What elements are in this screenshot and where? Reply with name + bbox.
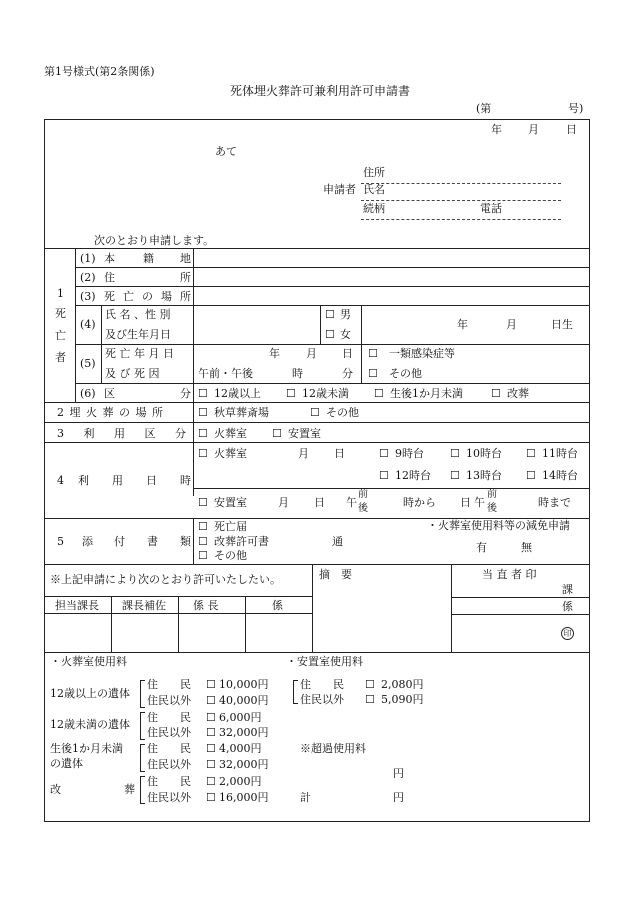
- fee-12-over-other-checkbox[interactable]: ☐: [206, 694, 216, 707]
- akikusa-checkbox[interactable]: ☐: [198, 406, 208, 419]
- row-6-number: (6): [80, 387, 96, 400]
- date-mortuary-checkbox[interactable]: ☐: [198, 496, 208, 509]
- fee-infant-resident: 住 民: [147, 742, 191, 755]
- date-day: 日: [566, 123, 577, 136]
- time-13-checkbox[interactable]: ☐: [450, 469, 460, 482]
- mortuary-from-label: 時から: [403, 496, 436, 509]
- time-10-label: 10時台: [466, 447, 502, 460]
- fee-infant-other-amount: 32,000円: [219, 758, 269, 771]
- section-4-char-4: 時: [180, 474, 191, 487]
- place-char-4: 場: [161, 290, 172, 303]
- mortuary-from-ampm: 午: [346, 496, 357, 509]
- mortuary-until-day: 日: [460, 496, 471, 509]
- fee-12-over-resident: 住 民: [147, 678, 191, 691]
- remarks-label: 摘 要: [319, 568, 352, 581]
- time-12-label: 12時台: [395, 469, 431, 482]
- cremation-room-label: 火葬室: [214, 427, 247, 440]
- fee-12-under-resident-amount: 6,000円: [219, 711, 262, 724]
- section-5-char-3: 書: [147, 535, 158, 548]
- role-chief: 係 長: [193, 599, 219, 612]
- fee-reburial-other-amount: 16,000円: [219, 791, 269, 804]
- mortuary-until-pm: 後: [487, 503, 497, 514]
- form-number: 第1号様式(第2条関係): [44, 65, 155, 78]
- duty-unit-label: 係: [562, 600, 573, 613]
- reburial-permit-checkbox[interactable]: ☐: [198, 535, 208, 548]
- death-notice-checkbox[interactable]: ☐: [198, 520, 208, 533]
- mortuary-brace: [293, 680, 298, 704]
- burial-place-label: 2 埋 火 葬 の 場 所: [57, 406, 164, 419]
- section-4-char-1: 利: [78, 474, 89, 487]
- class-infant-checkbox[interactable]: ☐: [374, 387, 384, 400]
- mortuary-resident-amount: 2,080円: [381, 678, 424, 691]
- reburial-permit-label: 改葬許可書: [214, 535, 269, 548]
- mortuary-until-ampm: 午: [474, 496, 485, 509]
- time-11-checkbox[interactable]: ☐: [526, 447, 536, 460]
- name-sex-label: 氏 名 、性 別: [105, 308, 171, 321]
- request-text: 次のとおり申請します。: [94, 234, 215, 247]
- section-1-number: 1: [57, 287, 64, 300]
- address-char-2: 所: [180, 271, 191, 284]
- fee-reburial-resident: 住 民: [147, 775, 191, 788]
- mortuary-other-amount: 5,090円: [381, 693, 424, 706]
- female-label: 女: [340, 328, 351, 341]
- date-cremation-checkbox[interactable]: ☐: [198, 447, 208, 460]
- form-title: 死体埋火葬許可兼利用許可申請書: [230, 84, 411, 98]
- relation-line[interactable]: [361, 219, 561, 220]
- seal-box-chief[interactable]: [179, 614, 244, 651]
- fee-12-under-resident: 住 民: [147, 711, 191, 724]
- other-cause-label: その他: [389, 367, 422, 380]
- fee-12-under-other: 住民以外: [147, 726, 191, 739]
- death-place-field[interactable]: [198, 288, 586, 303]
- class-char-2: 分: [180, 387, 191, 400]
- fee-brace: [140, 680, 145, 708]
- class-char-1: 区: [104, 387, 115, 400]
- exemption-yes[interactable]: 有: [476, 541, 487, 554]
- applicant-label: 申請者: [323, 183, 356, 196]
- time-14-checkbox[interactable]: ☐: [526, 469, 536, 482]
- role-staff: 係: [272, 599, 283, 612]
- fee-infant-resident-amount: 4,000円: [219, 742, 262, 755]
- section-1-label-2: 亡: [55, 329, 66, 342]
- row-3-number: (3): [80, 290, 96, 303]
- place-char-3: の: [142, 290, 153, 303]
- fee-brace: [140, 712, 145, 740]
- class-12-over-checkbox[interactable]: ☐: [198, 387, 208, 400]
- birth-year: 年: [457, 318, 468, 331]
- number-open: (第: [476, 102, 492, 115]
- date-mortuary-label: 安置室: [214, 496, 247, 509]
- mortuary-room-checkbox[interactable]: ☐: [272, 427, 282, 440]
- mortuary-month: 月: [278, 496, 289, 509]
- cremation-room-checkbox[interactable]: ☐: [198, 427, 208, 440]
- death-notice-label: 死亡届: [214, 520, 247, 533]
- address-char-1: 住: [104, 271, 115, 284]
- mortuary-fee-title: ・安置室使用料: [286, 655, 363, 668]
- fee-infant-other-checkbox[interactable]: ☐: [206, 758, 216, 771]
- attach-other-checkbox[interactable]: ☐: [198, 549, 208, 562]
- burial-other-label: その他: [326, 406, 359, 419]
- class-infant-label: 生後1か月未満: [390, 387, 463, 400]
- deceased-address-field[interactable]: [198, 269, 586, 284]
- male-label: 男: [340, 308, 351, 321]
- mortuary-day: 日: [314, 496, 325, 509]
- mortuary-from-pm: 後: [358, 503, 368, 514]
- mortuary-other-checkbox[interactable]: ☐: [365, 693, 375, 706]
- section-1-label-1: 死: [55, 307, 66, 320]
- copies-unit: 通: [332, 535, 343, 548]
- death-date-label: 死 亡 年 月 日: [105, 347, 174, 360]
- infectious-label: 一類感染症等: [389, 347, 455, 360]
- name-line[interactable]: [361, 200, 561, 201]
- role-assistant-manager: 課長補佐: [122, 599, 166, 612]
- seal-box-assistant[interactable]: [112, 614, 177, 651]
- section-4-char-3: 日: [146, 474, 157, 487]
- fee-12-under-other-amount: 32,000円: [219, 726, 269, 739]
- mortuary-other: 住民以外: [300, 693, 344, 706]
- addressee: あて: [215, 145, 237, 158]
- time-9-checkbox[interactable]: ☐: [379, 447, 389, 460]
- relation-label: 続柄: [363, 202, 385, 215]
- date-month: 月: [528, 123, 539, 136]
- applicant-address-label: 住所: [363, 166, 385, 179]
- role-section-manager: 担当課長: [55, 599, 99, 612]
- time-9-label: 9時台: [395, 447, 424, 460]
- domicile-char-3: 地: [180, 252, 191, 265]
- excess-fee-label: ※超過使用料: [300, 742, 366, 755]
- phone-label: 電話: [480, 202, 502, 215]
- fee-12-under-resident-checkbox[interactable]: ☐: [206, 711, 216, 724]
- section-5-char-1: 添: [82, 535, 93, 548]
- infectious-checkbox[interactable]: ☐: [368, 347, 378, 360]
- fee-brace: [140, 744, 145, 772]
- approval-note: ※上記申請により次のとおり許可いたしたい。: [50, 573, 281, 586]
- place-char-2: 亡: [123, 290, 134, 303]
- section-4-char-2: 用: [112, 474, 123, 487]
- row-2-number: (2): [80, 271, 96, 284]
- place-char-5: 所: [180, 290, 191, 303]
- class-reburial-checkbox[interactable]: ☐: [491, 387, 501, 400]
- class-12-under-checkbox[interactable]: ☐: [286, 387, 296, 400]
- mortuary-resident: 住 民: [300, 678, 344, 691]
- fee-12-over-label: 12歳以上の遺体: [50, 687, 130, 700]
- fee-12-under-label: 12歳未満の遺体: [50, 718, 130, 731]
- mortuary-resident-checkbox[interactable]: ☐: [365, 678, 375, 691]
- class-12-under-label: 12歳未満: [302, 387, 349, 400]
- fee-12-over-other-amount: 40,000円: [219, 694, 269, 707]
- date-year: 年: [491, 123, 502, 136]
- row-1-number: (1): [80, 252, 96, 265]
- seal-box-manager[interactable]: [45, 614, 110, 651]
- female-checkbox[interactable]: ☐: [325, 328, 335, 341]
- section-1-label-3: 者: [55, 351, 66, 364]
- row-4-number: (4): [80, 318, 96, 331]
- class-reburial-label: 改葬: [507, 387, 529, 400]
- birth-day-suffix: 日生: [551, 318, 573, 331]
- birthdate-label: 及び生年月日: [105, 328, 171, 341]
- seal-box-staff[interactable]: [246, 614, 311, 651]
- death-minute: 分: [342, 367, 353, 380]
- place-char-1: 死: [104, 290, 115, 303]
- cremation-day: 日: [334, 447, 345, 460]
- fee-infant-label-2: の遺体: [50, 757, 83, 770]
- other-cause-checkbox[interactable]: ☐: [368, 367, 378, 380]
- time-14-label: 14時台: [542, 469, 578, 482]
- total-label: 計: [300, 791, 311, 804]
- usage-type-label: 3 利 用 区 分: [57, 427, 194, 440]
- address-line[interactable]: [361, 183, 561, 184]
- date-cremation-label: 火葬室: [214, 447, 247, 460]
- domicile-char-2: 籍: [143, 252, 154, 265]
- birth-month: 月: [506, 318, 517, 331]
- exemption-no[interactable]: 無: [521, 541, 532, 554]
- deceased-name-field[interactable]: [198, 307, 316, 341]
- fee-infant-label-1: 生後1か月未満: [50, 742, 123, 755]
- fee-reburial-other: 住民以外: [147, 791, 191, 804]
- section-5-number: 5: [57, 535, 64, 548]
- male-checkbox[interactable]: ☐: [325, 308, 335, 321]
- class-12-over-label: 12歳以上: [214, 387, 261, 400]
- excess-fee-yen: 円: [393, 767, 404, 780]
- mortuary-until-am: 前: [487, 489, 497, 500]
- fee-reburial-resident-amount: 2,000円: [219, 775, 262, 788]
- domicile-field[interactable]: [198, 250, 586, 265]
- fee-reburial-label-2: 葬: [124, 783, 135, 796]
- fee-reburial-label-1: 改: [50, 783, 61, 796]
- death-day: 日: [342, 347, 353, 360]
- time-13-label: 13時台: [466, 469, 502, 482]
- fee-12-over-resident-checkbox[interactable]: ☐: [206, 678, 216, 691]
- death-year: 年: [269, 347, 280, 360]
- death-cause-label: 及 び 死 因: [105, 367, 160, 380]
- domicile-char-1: 本: [104, 252, 115, 265]
- fee-reburial-resident-checkbox[interactable]: ☐: [206, 775, 216, 788]
- section-5-char-4: 類: [180, 535, 191, 548]
- fee-reburial-other-checkbox[interactable]: ☐: [206, 791, 216, 804]
- fee-infant-resident-checkbox[interactable]: ☐: [206, 742, 216, 755]
- cremation-month: 月: [298, 447, 309, 460]
- row-5-number: (5): [80, 357, 96, 370]
- death-month: 月: [306, 347, 317, 360]
- seal-icon: 印: [561, 627, 574, 640]
- time-12-checkbox[interactable]: ☐: [379, 469, 389, 482]
- time-10-checkbox[interactable]: ☐: [450, 447, 460, 460]
- applicant-name-label: 氏名: [363, 183, 385, 196]
- section-4-number: 4: [57, 474, 64, 487]
- section-5-char-2: 付: [114, 535, 125, 548]
- akikusa-label: 秋草葬斎場: [214, 406, 269, 419]
- form-frame: [44, 119, 590, 822]
- fee-12-over-resident-amount: 10,000円: [219, 678, 269, 691]
- duty-officer-label: 当 直 者 印: [482, 568, 537, 581]
- fee-brace: [140, 776, 145, 804]
- duty-section-label: 課: [562, 583, 573, 596]
- exemption-label: ・火葬室使用料等の減免申請: [427, 519, 570, 532]
- fee-infant-other: 住民以外: [147, 758, 191, 771]
- fee-12-under-other-checkbox[interactable]: ☐: [206, 726, 216, 739]
- burial-other-checkbox[interactable]: ☐: [310, 406, 320, 419]
- total-yen: 円: [393, 791, 404, 804]
- mortuary-room-label: 安置室: [288, 427, 321, 440]
- mortuary-from-am: 前: [358, 489, 368, 500]
- mortuary-until-label: 時まで: [538, 496, 571, 509]
- time-11-label: 11時台: [542, 447, 578, 460]
- cremation-fee-title: ・火葬室使用料: [50, 655, 127, 668]
- number-close: 号): [568, 102, 584, 115]
- attach-other-label: その他: [214, 549, 247, 562]
- death-hour: 時: [292, 367, 303, 380]
- ampm-label: 午前・午後: [198, 367, 253, 380]
- fee-12-over-other: 住民以外: [147, 694, 191, 707]
